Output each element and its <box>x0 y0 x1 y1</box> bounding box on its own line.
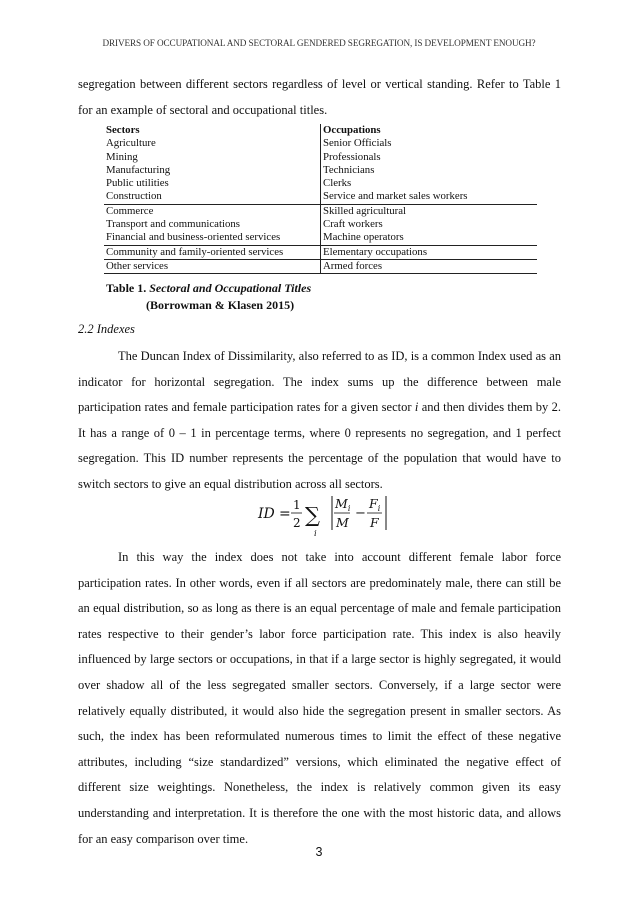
table-header-row <box>104 124 537 137</box>
table-cell-occupation: Technicians <box>323 163 375 176</box>
table-row <box>104 151 537 164</box>
sector-variable: i <box>414 400 419 415</box>
table-caption-source: (Borrowman & Klasen 2015) <box>146 298 295 312</box>
table-cell-occupation: Machine operators <box>323 231 404 244</box>
table-cell-occupation: Senior Officials <box>323 137 392 150</box>
formula-equals: = <box>279 506 291 522</box>
formula-sum-index: i <box>314 529 317 539</box>
table-cell-occupation: Skilled agricultural <box>321 204 538 218</box>
table-cell-sector: Mining <box>104 151 321 164</box>
table-cell-occupation: Elementary occupations <box>321 245 538 259</box>
table-caption-label: Table 1. <box>106 281 147 295</box>
formula-minus: − <box>355 506 366 521</box>
paragraph-limitations: In this way the index does not take into account different female labor force participation rates. In other words, even if all sectors are predominately male, there can still be an equal distribution, so as long as there is an equal percentage of male and female participation rates respective to their gender’s labor force participation rate. This index is also heavily influenced by large sectors or occupations, in that if a large sector is highly segregated, it would over shadow all of the less segregated smaller sectors. Conversely, if a large sector were relatively equally distributed, it would also hide the segregation present in smaller sectors. As such, the index has been reformulated numerous times to limit the effect of these negative attributes, including “size standardized” versions, which eliminated the negative effect of different size weightings. Nonetheless, the index is relatively common given its easy understanding and interpretation. It is therefore the one with the most historic data, and allows for an easy comparison over time. <box>78 550 561 846</box>
table-cell-sector: Construction <box>104 190 321 204</box>
sectors-occupations-table <box>104 124 537 274</box>
formula-sum: ∑ <box>305 503 320 527</box>
table-cell-occupation: Craft workers <box>323 218 383 231</box>
table-cell-sector: Community and family-oriented services <box>104 245 321 259</box>
table-row <box>104 177 537 190</box>
table-caption-title: Sectoral and Occupational Titles <box>149 281 312 295</box>
paragraph-duncan-index <box>78 344 561 498</box>
table-cell-occupation: Armed forces <box>321 259 538 273</box>
paragraph-text: The Duncan Index of Dissimilarity, also referred to as ID, is a common Index used as an indicator for horizontal segregation. The index sums up the difference between male participation rates and female participation rates for a given sector <box>78 349 561 415</box>
formula-mi: $M_i$ <box>335 496 351 513</box>
formula-id: ID <box>258 506 275 522</box>
table-cell-sector: Public utilities <box>104 177 321 190</box>
table-cell-occupation: Professionals <box>323 150 381 163</box>
table-cell-sector: Other services <box>104 259 321 273</box>
page-number: 3 <box>315 845 323 859</box>
duncan-index-formula <box>256 492 396 540</box>
running-header: DRIVERS OF OCCUPATIONAL AND SECTORAL GENDERED SEGREGATION, IS DEVELOPMENT ENOUGH? <box>102 38 536 48</box>
paragraph-text: and then divides them by 2. It has a range of 0 – 1 in percentage terms, where 0 represents no segregation, and 1 perfect segregation. This ID number represents the percentage of the population that would have to switch sectors to give an equal distribution across all sectors. <box>78 400 562 491</box>
table-caption <box>106 281 311 296</box>
table-cell-sector: Commerce <box>104 204 321 218</box>
formula-fi: $F_i$ <box>369 496 381 513</box>
section-heading: 2.2 Indexes <box>78 322 135 336</box>
table-cell-occupation: Service and market sales workers <box>323 190 468 203</box>
formula-half-denominator: 2 <box>293 516 301 530</box>
table-row <box>104 137 537 150</box>
table-header-occupations: Occupations <box>323 124 381 136</box>
table-cell-sector: Agriculture <box>104 137 321 150</box>
table-cell-occupation: Clerks <box>323 177 352 190</box>
table-row <box>104 190 537 204</box>
table-row <box>104 231 537 245</box>
table-cell-sector: Transport and communications <box>104 218 321 231</box>
table-row <box>104 204 537 218</box>
formula-f-total: F <box>370 515 379 530</box>
formula-m-total: M <box>336 515 349 530</box>
table-row <box>104 164 537 177</box>
table-cell-sector: Manufacturing <box>104 164 321 177</box>
table-cell-sector: Financial and business-oriented services <box>104 231 321 245</box>
table-header-sectors: Sectors <box>104 124 321 137</box>
table-row <box>104 245 537 259</box>
intro-paragraph: segregation between different sectors regardless of level or vertical standing. Refer to Table 1 for an example of sectoral and occupational titles. <box>78 77 561 117</box>
table-row <box>104 259 537 273</box>
formula-half-numerator: 1 <box>293 498 301 512</box>
table-row <box>104 218 537 231</box>
